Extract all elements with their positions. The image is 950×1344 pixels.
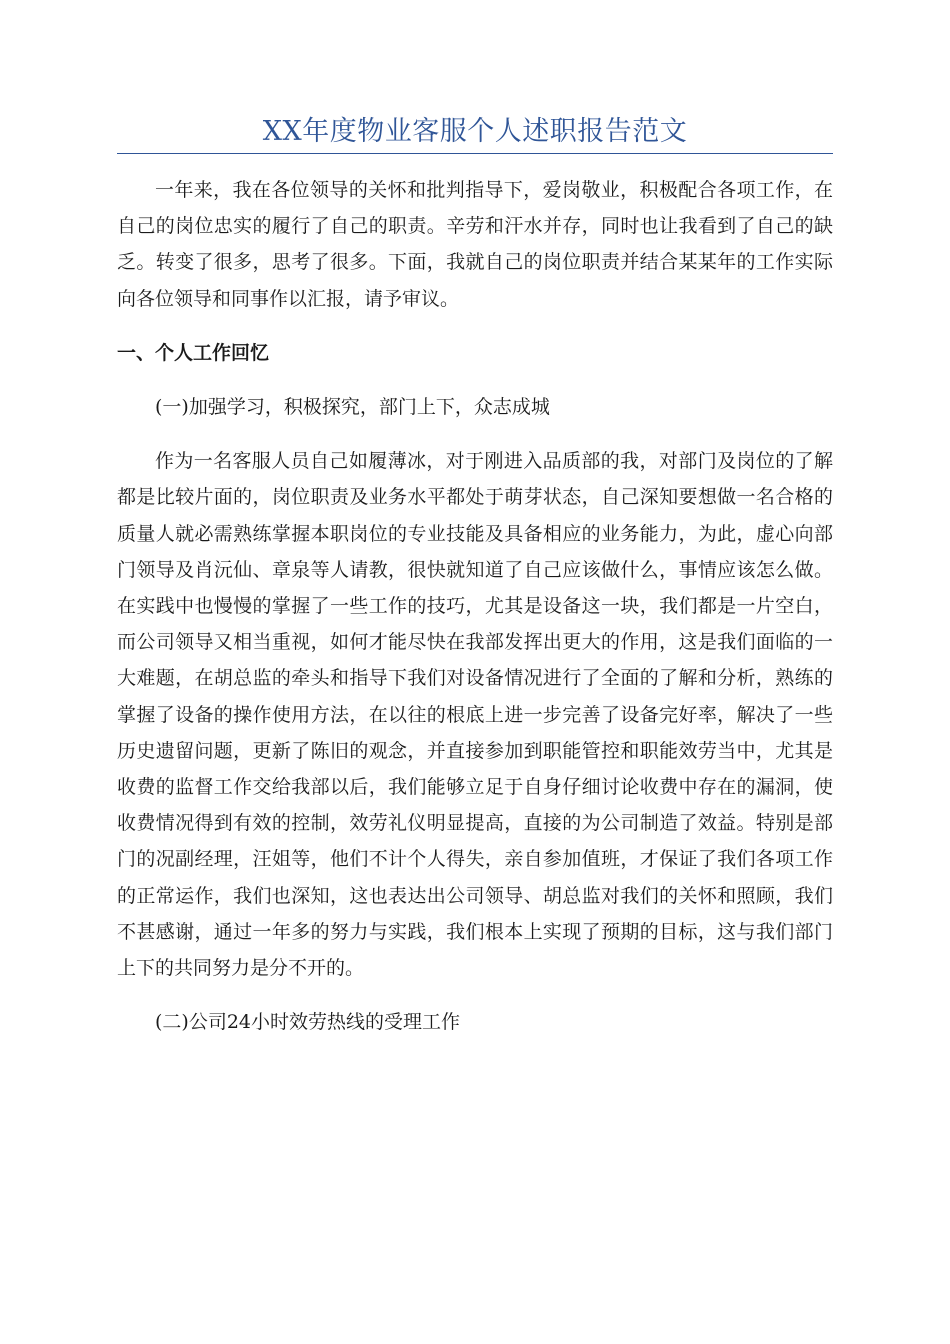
section-heading-1: 一、个人工作回忆	[117, 341, 270, 364]
title-underline	[117, 153, 833, 154]
subsection-1-paragraph: 作为一名客服人员自己如履薄冰，对于刚进入品质部的我，对部门及岗位的了解都是比较片面的，岗位职责及业务水平都处于萌芽状态，自己深知要想做一名合格的质量人就必需熟练掌握本职岗位的专业技能及具备相应的业务能力，为此，虚心向部门领导及肖沅仙、章泉等人请教，很快就知道了自己应该做什么，事情应该怎么做。在实践中也慢慢的掌握了一些工作的技巧，尤其是设备这一块，我们都是一片空白，而公司领导又相当重视，如何才能尽快在我部发挥出更大的作用，这是我们面临的一大难题，在胡总监的牵头和指导下我们对设备情况进行了全面的了解和分析，熟练的掌握了设备的操作使用方法，在以往的根底上进一步完善了设备完好率，解决了一些历史遗留问题，更新了陈旧的观念，并直接参加到职能管控和职能效劳当中，尤其是收费的监督工作交给我部以后，我们能够立足于自身仔细讨论收费中存在的漏洞，使收费情况得到有效的控制，效劳礼仪明显提高，直接的为公司制造了效益。特别是部门的况副经理，汪姐等，他们不计个人得失，亲自参加值班，才保证了我们各项工作的正常运作，我们也深知，这也表达出公司领导、胡总监对我们的关怀和照顾，我们不甚感谢，通过一年多的努力与实践，我们根本上实现了预期的目标，这与我们部门上下的共同努力是分不开的。	[117, 450, 833, 980]
intro-paragraph: 一年来，我在各位领导的关怀和批判指导下，爱岗敬业，积极配合各项工作，在自己的岗位忠实的履行了自己的职责。辛劳和汗水并存，同时也让我看到了自己的缺乏。转变了很多，思考了很多。下面，我就自己的岗位职责并结合某某年的工作实际向各位领导和同事作以汇报，请予审议。	[117, 179, 833, 310]
subsection-heading-2: (二)公司24小时效劳热线的受理工作	[155, 1011, 461, 1034]
subsection-heading-1: (一)加强学习，积极探究，部门上下，众志成城	[155, 396, 550, 419]
document-title: XX年度物业客服个人述职报告范文	[262, 116, 688, 147]
document-body	[117, 172, 833, 1058]
